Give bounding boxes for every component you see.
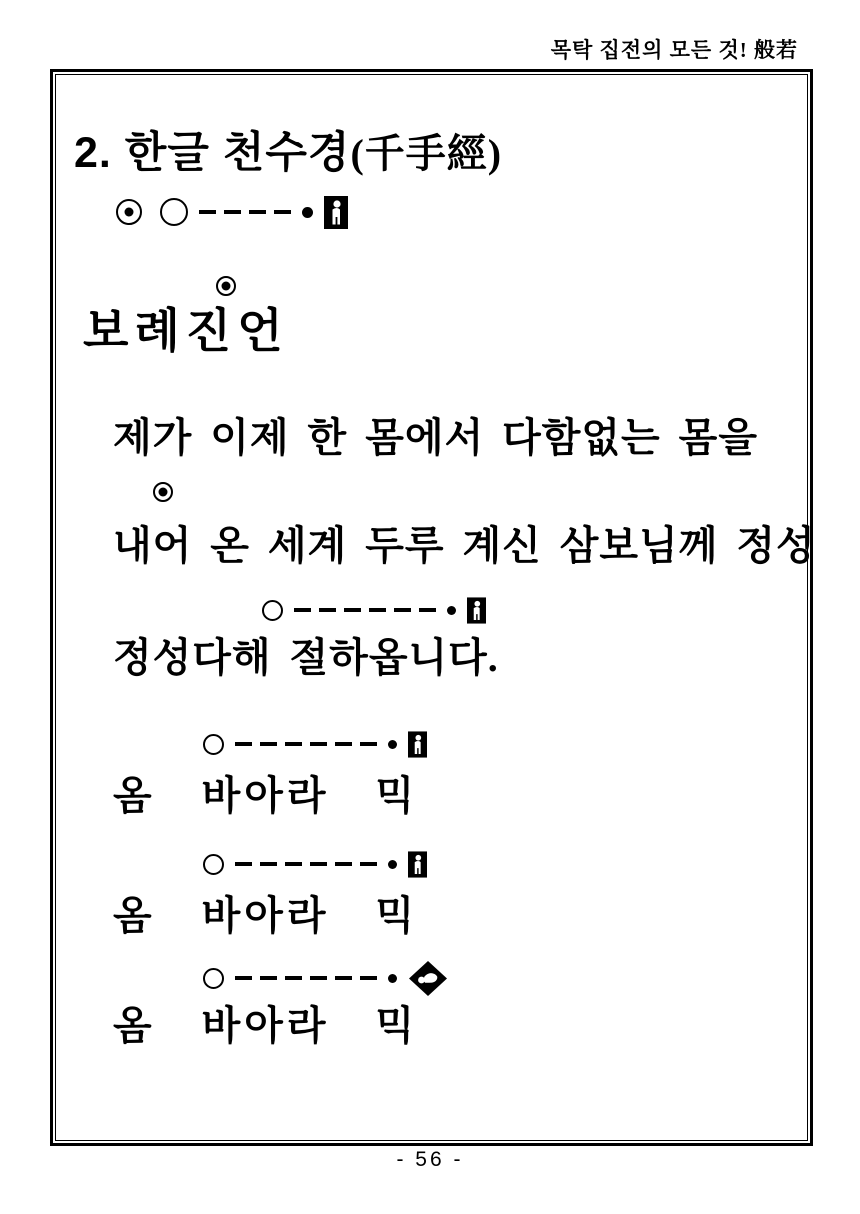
praying-person-icon — [324, 196, 348, 229]
dash-symbol — [260, 976, 277, 980]
bullet-symbol — [388, 740, 397, 749]
dash-symbol — [274, 210, 291, 214]
praying-person-icon — [408, 851, 427, 878]
mantra-notation-2 — [203, 850, 427, 878]
dash-sequence — [235, 742, 377, 746]
dash-symbol — [285, 862, 302, 866]
page-footer — [0, 1148, 860, 1172]
dash-symbol — [285, 742, 302, 746]
page-title — [74, 119, 502, 180]
mantra-notation-3 — [203, 958, 448, 998]
page-header — [551, 34, 798, 64]
dash-symbol — [224, 210, 241, 214]
dash-symbol — [360, 862, 377, 866]
verse-line-2: 내어 온 세계 두루 계신 삼보님께 정성 — [113, 523, 816, 568]
dash-symbol — [344, 608, 361, 612]
circle-symbol — [160, 198, 188, 226]
page-title-hanja: (千手經) — [350, 130, 503, 176]
double-circle-symbol — [116, 199, 142, 225]
header-title: 목탁 집전의 모든 것! 般若 — [550, 38, 798, 62]
section-title: 보례진언 — [83, 306, 289, 358]
dash-symbol — [369, 608, 386, 612]
bullet-symbol — [388, 974, 397, 983]
chant-notation — [262, 596, 486, 624]
mantra-line-2: 옴 바아라 믹 — [113, 893, 419, 938]
dash-symbol — [335, 976, 352, 980]
dash-symbol — [260, 862, 277, 866]
dash-symbol — [260, 742, 277, 746]
bullet-symbol — [302, 207, 313, 218]
dash-symbol — [360, 742, 377, 746]
circle-symbol — [203, 734, 224, 755]
praying-person-icon — [467, 597, 486, 624]
praying-person-icon — [408, 731, 427, 758]
dash-symbol — [335, 862, 352, 866]
moktak-strike-marker — [153, 482, 173, 502]
verse-line-1: 제가 이제 한 몸에서 다함없는 몸을 — [113, 415, 758, 460]
dash-symbol — [335, 742, 352, 746]
mantra-line-1: 옴 바아라 믹 — [113, 773, 419, 818]
dash-symbol — [235, 976, 252, 980]
dash-symbol — [235, 742, 252, 746]
dash-symbol — [235, 862, 252, 866]
dash-symbol — [249, 210, 266, 214]
dash-symbol — [294, 608, 311, 612]
prostrating-person-diamond-icon — [408, 960, 448, 997]
dash-symbol — [394, 608, 411, 612]
intro-chant-notation — [116, 194, 348, 230]
dash-symbol — [360, 976, 377, 980]
circle-symbol — [203, 854, 224, 875]
dash-symbol — [310, 862, 327, 866]
circle-symbol — [203, 968, 224, 989]
dash-sequence — [294, 608, 436, 612]
dash-sequence — [235, 862, 377, 866]
dash-symbol — [319, 608, 336, 612]
moktak-strike-marker — [216, 276, 236, 296]
dash-symbol — [285, 976, 302, 980]
mantra-line-3: 옴 바아라 믹 — [113, 1003, 419, 1048]
mantra-notation-1 — [203, 730, 427, 758]
page-number: - 56 - — [396, 1148, 464, 1171]
verse-line-3: 정성다해 절하옵니다. — [113, 635, 499, 680]
dash-symbol — [310, 742, 327, 746]
dash-symbol — [199, 210, 216, 214]
page-title-main: 2. 한글 천수경 — [74, 128, 351, 177]
dash-symbol — [310, 976, 327, 980]
circle-symbol — [262, 600, 283, 621]
dash-sequence — [235, 976, 377, 980]
dash-sequence — [199, 210, 291, 214]
bullet-symbol — [388, 860, 397, 869]
bullet-symbol — [447, 606, 456, 615]
dash-symbol — [419, 608, 436, 612]
